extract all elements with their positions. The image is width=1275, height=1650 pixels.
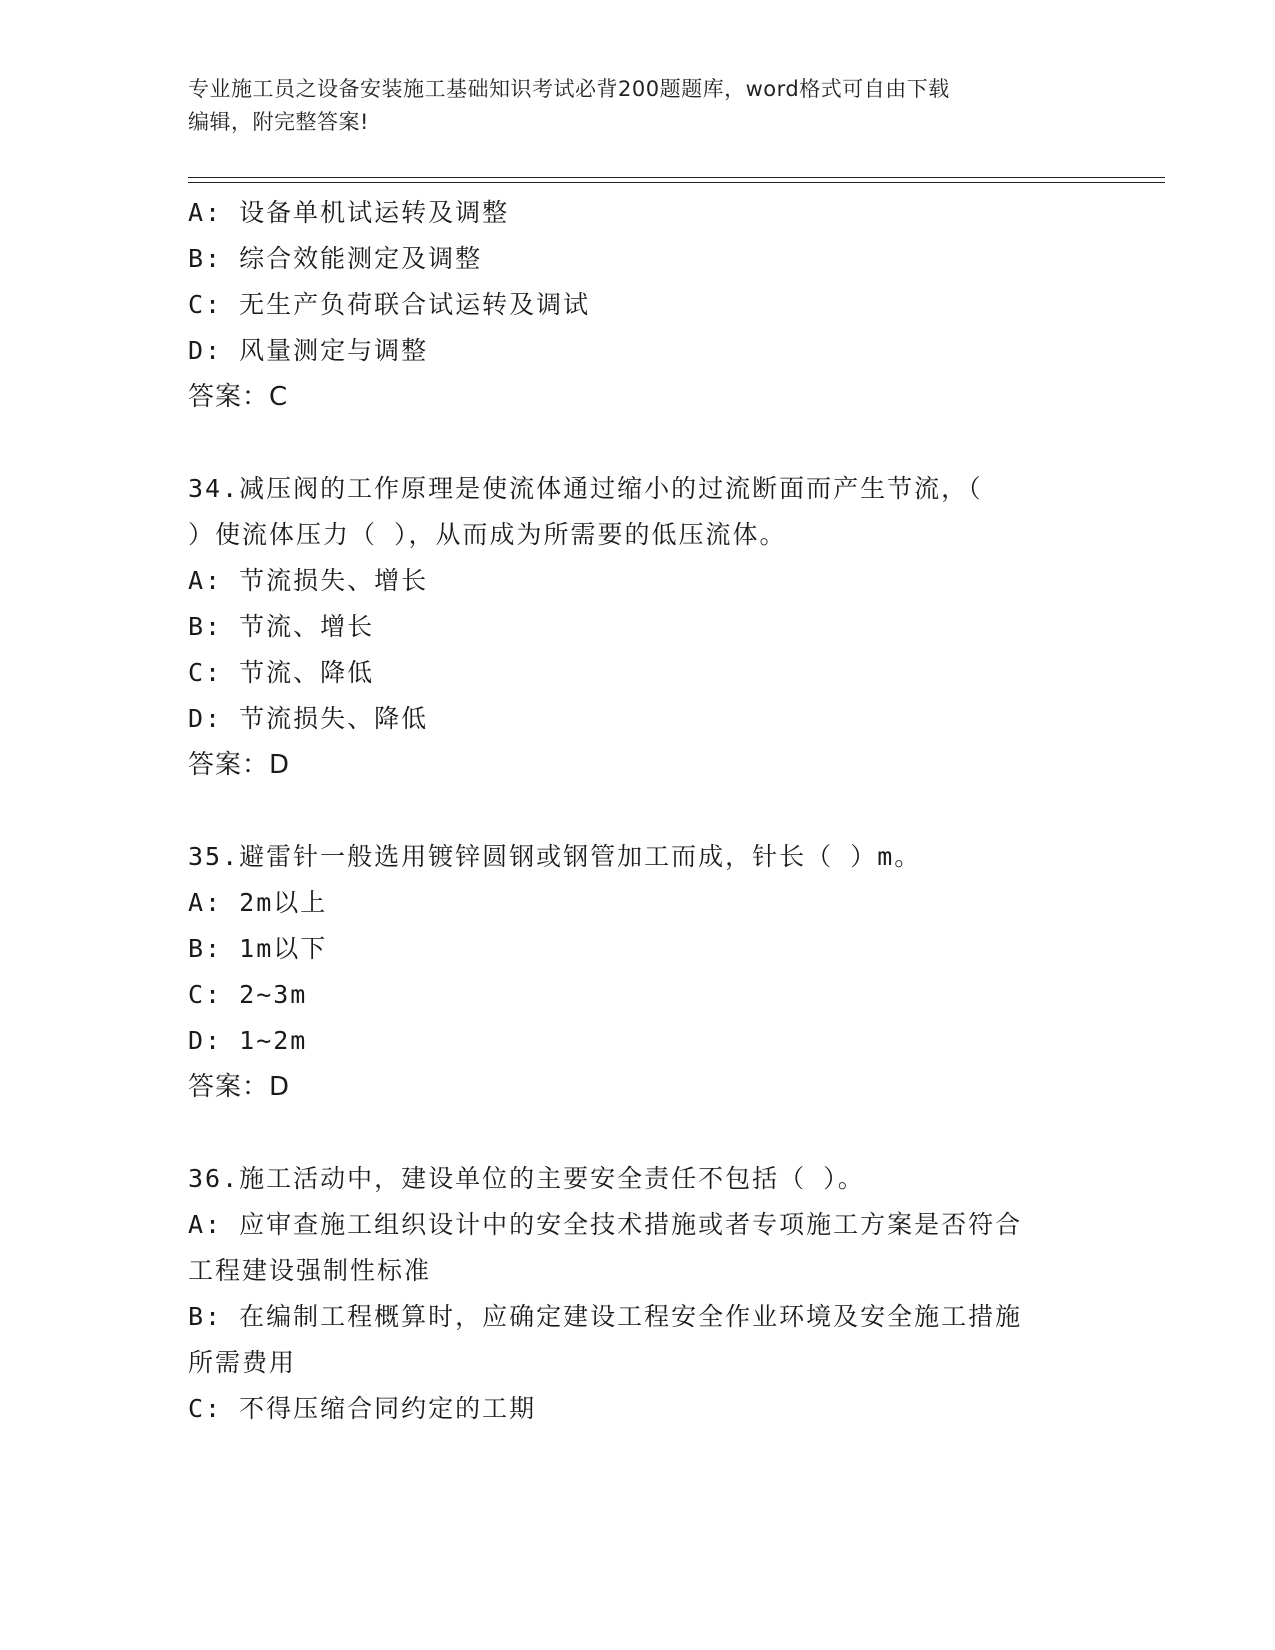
question-block-36 <box>188 1156 1088 1432</box>
option-b: B: 节流、增长 <box>188 612 375 641</box>
option-a-continued: 工程建设强制性标准 <box>188 1256 432 1285</box>
header-rule-top <box>188 177 1165 178</box>
question-block-34 <box>188 466 1088 788</box>
block-gap <box>188 420 1088 466</box>
answer-line: 答案：C <box>188 382 289 412</box>
header-line-2: 编辑，附完整答案! <box>188 110 369 134</box>
option-a: A: 节流损失、增长 <box>188 566 429 595</box>
option-b: B: 在编制工程概算时，应确定建设工程安全作业环境及安全施工措施 <box>188 1302 1023 1331</box>
header-rule-bottom <box>188 182 1165 183</box>
question-text-continued: ）使流体压力（ ），从而成为所需要的低压流体。 <box>188 520 787 549</box>
option-b-continued: 所需费用 <box>188 1348 297 1377</box>
option-a: A: 应审查施工组织设计中的安全技术措施或者专项施工方案是否符合 <box>188 1210 1023 1239</box>
option-d: D: 节流损失、降低 <box>188 704 429 733</box>
option-a: A: 设备单机试运转及调整 <box>188 198 510 227</box>
document-header <box>188 73 1088 139</box>
question-block-35 <box>188 834 1088 1110</box>
question-text: 36.施工活动中，建设单位的主要安全责任不包括（ ）。 <box>188 1164 865 1193</box>
question-content <box>188 190 1088 1432</box>
option-c: C: 2~3m <box>188 980 308 1009</box>
option-d: D: 1~2m <box>188 1026 308 1055</box>
option-b: B: 1m以下 <box>188 934 328 963</box>
question-text: 34.减压阀的工作原理是使流体通过缩小的过流断面而产生节流，（ <box>188 474 983 503</box>
option-c: C: 节流、降低 <box>188 658 375 687</box>
block-gap <box>188 1110 1088 1156</box>
question-text: 35.避雷针一般选用镀锌圆钢或钢管加工而成，针长（ ）m。 <box>188 842 922 871</box>
block-gap <box>188 788 1088 834</box>
option-c: C: 不得压缩合同约定的工期 <box>188 1394 537 1423</box>
header-line-1: 专业施工员之设备安装施工基础知识考试必背200题题库，word格式可自由下载 <box>188 77 950 101</box>
option-a: A: 2m以上 <box>188 888 328 917</box>
question-block-33 <box>188 190 1088 420</box>
option-d: D: 风量测定与调整 <box>188 336 429 365</box>
answer-line: 答案：D <box>188 750 291 780</box>
answer-line: 答案：D <box>188 1072 291 1102</box>
option-b: B: 综合效能测定及调整 <box>188 244 483 273</box>
option-c: C: 无生产负荷联合试运转及调试 <box>188 290 591 319</box>
